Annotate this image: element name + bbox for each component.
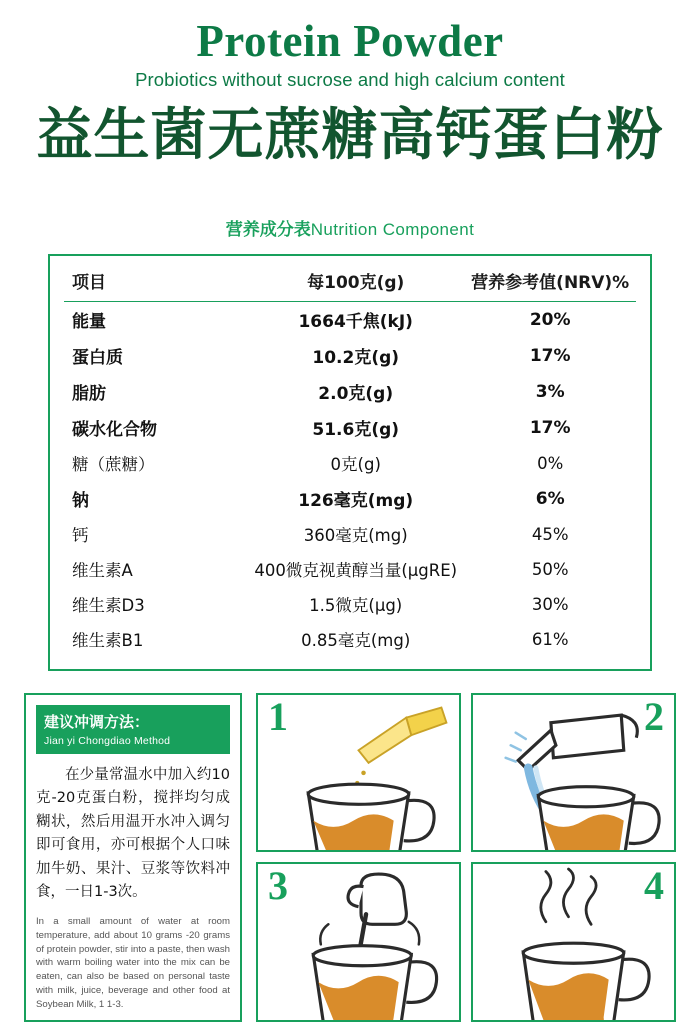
- table-row: [64, 481, 636, 517]
- table-row: [64, 622, 636, 657]
- column-header-nrv: 营养参考值(NRV)%: [464, 262, 636, 302]
- method-title-en: Jian yi Chongdiao Method: [44, 734, 171, 747]
- table-row: [64, 301, 636, 338]
- cell-nrv: 45%: [531, 524, 569, 544]
- nutrition-heading-cn: 营养成分表: [225, 219, 311, 240]
- cell-item: 维生素A: [72, 561, 133, 581]
- cell-nrv: 30%: [531, 594, 569, 614]
- pour-water-illustration: [473, 695, 674, 853]
- cell-nrv: 3%: [535, 381, 565, 402]
- method-title: [36, 705, 230, 754]
- steps-grid: [256, 693, 676, 1022]
- cell-nrv: 17%: [529, 417, 571, 438]
- ready-to-drink-illustration: [473, 864, 674, 1022]
- stir-step: [256, 862, 461, 1022]
- cell-item: 钙: [72, 526, 89, 546]
- cell-per100g: 0克(g): [330, 455, 381, 475]
- table-header-row: [64, 262, 636, 302]
- cell-per100g: 126毫克(mg): [298, 491, 414, 512]
- column-header-per100g: 每100克(g): [247, 262, 464, 302]
- pour-water-step: [471, 693, 676, 853]
- method-body-cn: 在少量常温水中加入约10克-20克蛋白粉，搅拌均匀成糊状，然后用温开水冲入调匀即可食用，亦可根据个人口味加牛奶、果汁、豆浆等饮料冲食，一日1-3次。: [36, 766, 230, 901]
- pour-powder-step: [256, 693, 461, 853]
- cell-nrv: 20%: [529, 309, 571, 330]
- cell-nrv: 61%: [531, 629, 569, 649]
- cell-nrv: 0%: [537, 453, 564, 473]
- table-row: [64, 587, 636, 622]
- nutrition-heading-en: Nutrition Component: [310, 219, 475, 239]
- table-row: [64, 517, 636, 552]
- step-number-4: 4: [644, 863, 664, 909]
- stir-illustration: [258, 864, 459, 1022]
- cell-per100g: 400微克视黄醇当量(μgRE): [254, 561, 458, 581]
- table-row: [64, 410, 636, 446]
- cell-item: 维生素B1: [72, 631, 144, 651]
- product-header: [0, 0, 700, 167]
- cell-per100g: 0.85毫克(mg): [301, 631, 411, 651]
- cell-item: 钠: [72, 491, 89, 512]
- nutrition-table-box: [48, 254, 652, 671]
- method-box: [24, 693, 242, 1022]
- cell-item: 碳水化合物: [72, 420, 157, 441]
- nutrition-table-body: [64, 301, 636, 657]
- cell-per100g: 51.6克(g): [312, 420, 400, 441]
- cell-nrv: 17%: [529, 345, 571, 366]
- cell-item: 糖（蔗糖）: [72, 455, 155, 475]
- cell-per100g: 360毫克(mg): [303, 526, 408, 546]
- table-row: [64, 338, 636, 374]
- page-title: Protein Powder: [196, 16, 504, 66]
- cell-item: 能量: [72, 312, 106, 333]
- cell-item: 维生素D3: [72, 596, 145, 616]
- nutrition-heading: [0, 215, 700, 240]
- table-row: [64, 552, 636, 587]
- method-title-cn: 建议冲调方法：: [44, 712, 150, 731]
- table-row: [64, 374, 636, 410]
- cell-per100g: 2.0克(g): [318, 384, 394, 405]
- page-title-chinese: 益生菌无蔗糖高钙蛋白粉: [36, 103, 664, 169]
- step-number-1: 1: [268, 693, 288, 739]
- step-number-2: 2: [644, 693, 664, 739]
- cell-item: 脂肪: [72, 384, 106, 405]
- nutrition-table: [64, 262, 636, 657]
- cell-nrv: 6%: [535, 488, 565, 509]
- method-body-en: In a small amount of water at room temperature, add about 10 grams -20 grams of protein powder, stir into a paste, then wash with warm boiling water into the mix can be eaten, can also be based on personal taste with milk, juice, beverage and other food at Soybean Milk, 1 1-3.: [36, 915, 230, 1011]
- step-number-3: 3: [268, 863, 288, 909]
- column-header-item: 项目: [64, 262, 247, 302]
- cell-per100g: 1.5微克(μg): [309, 596, 403, 616]
- page-subtitle: Probiotics without sucrose and high calcium content: [135, 69, 565, 91]
- table-row: [64, 446, 636, 481]
- pour-powder-illustration: [258, 695, 459, 853]
- ready-to-drink-step: [471, 862, 676, 1022]
- usage-section: [24, 693, 676, 1022]
- cell-per100g: 10.2克(g): [312, 348, 400, 369]
- cell-per100g: 1664千焦(kJ): [298, 312, 413, 333]
- cell-item: 蛋白质: [72, 348, 123, 369]
- nutrition-section: [0, 215, 700, 671]
- cell-nrv: 50%: [531, 559, 569, 579]
